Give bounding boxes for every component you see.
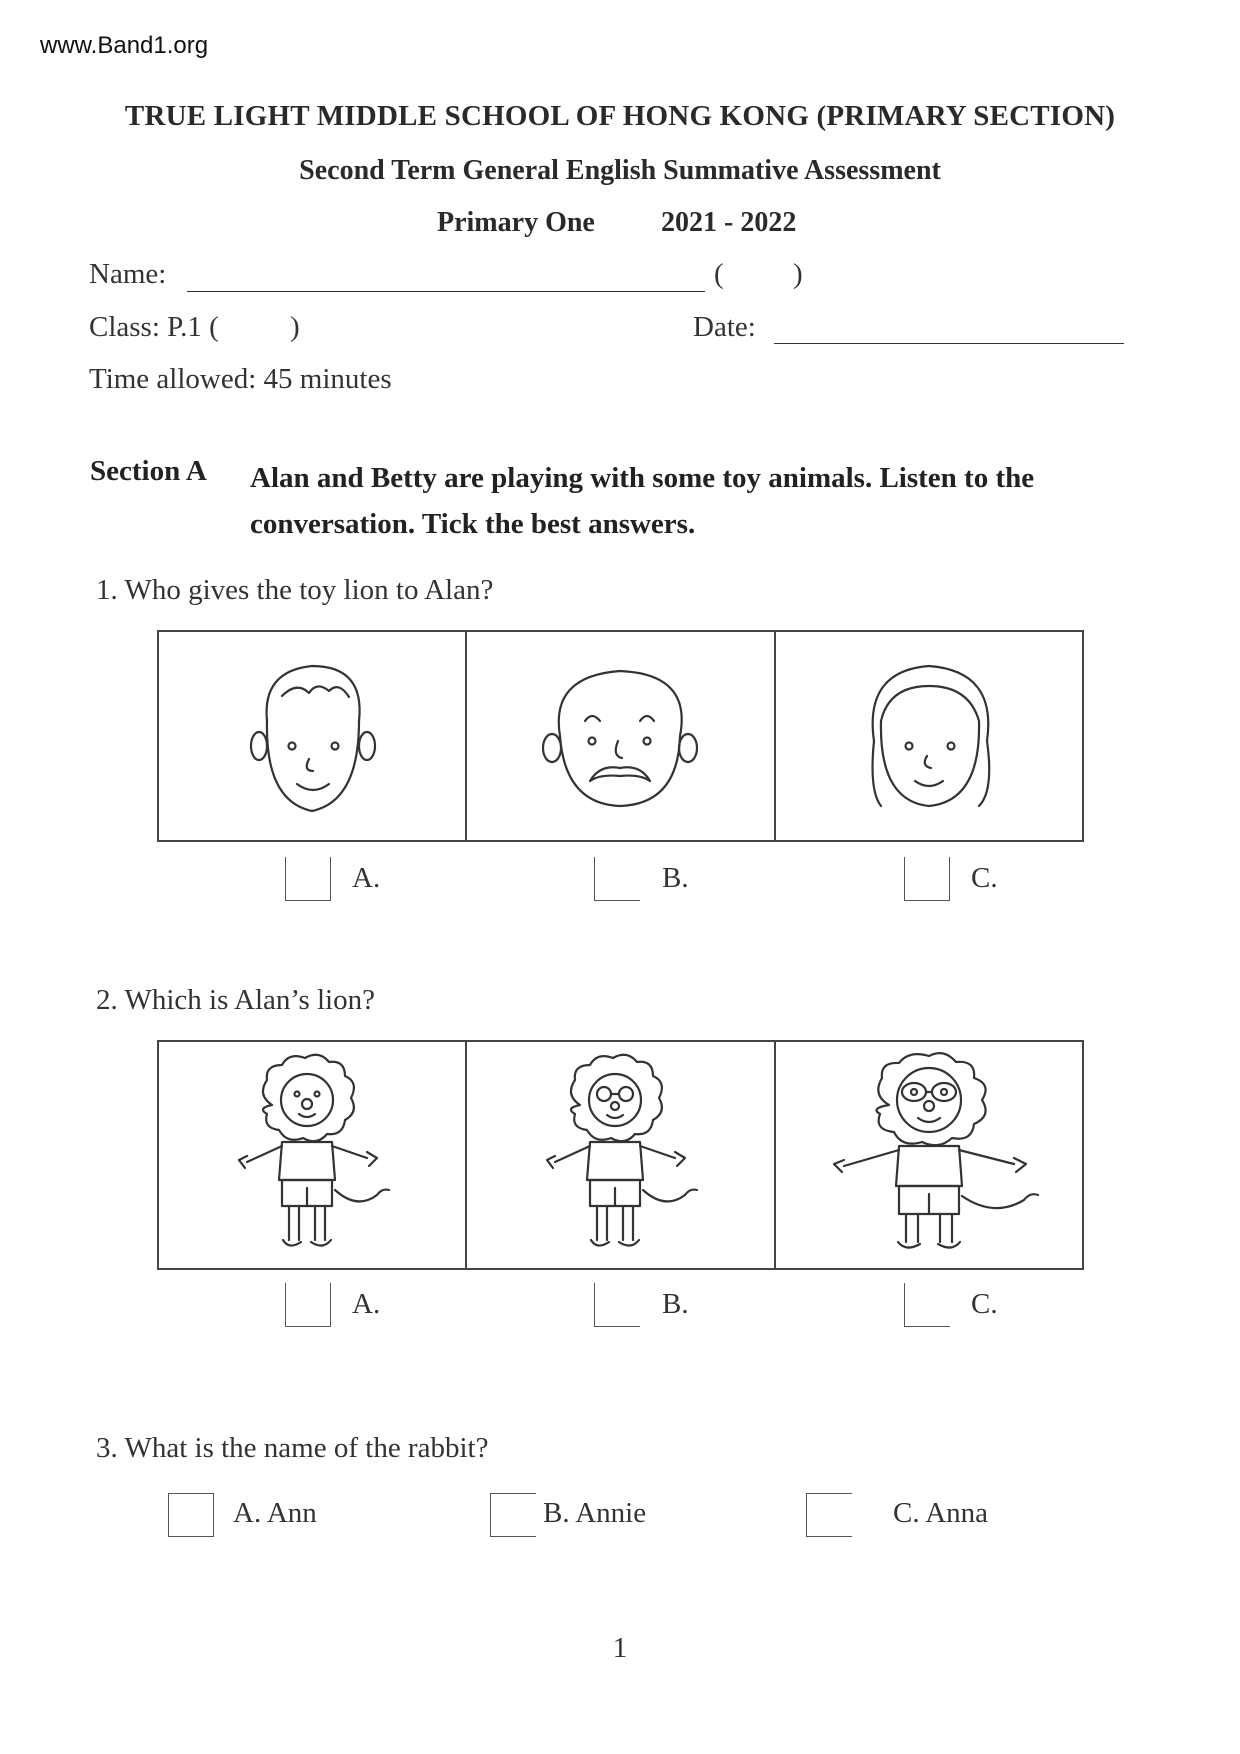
q2-option-a-label: A. bbox=[352, 1288, 381, 1320]
lion-glasses-small-icon bbox=[535, 1050, 705, 1260]
picture-lion-c[interactable] bbox=[776, 1042, 1082, 1268]
q3-option-c-checkbox[interactable] bbox=[806, 1493, 852, 1537]
question-2-text: 2. Which is Alan’s lion? bbox=[96, 984, 375, 1016]
name-label: Name: bbox=[89, 258, 167, 290]
q3-option-c-label: C. Anna bbox=[893, 1497, 989, 1529]
grandpa-face-icon bbox=[530, 656, 710, 816]
page-number: 1 bbox=[612, 1632, 628, 1664]
q2-option-a-checkbox[interactable] bbox=[285, 1283, 331, 1327]
girl-face-icon bbox=[849, 651, 1009, 821]
question-2-pictures bbox=[157, 1040, 1084, 1270]
q3-option-b-label: B. Annie bbox=[543, 1497, 647, 1529]
assessment-title: Second Term General English Summative Assessment bbox=[299, 155, 941, 186]
q1-option-b-checkbox[interactable] bbox=[594, 857, 640, 901]
question-1-pictures bbox=[157, 630, 1084, 842]
q2-option-b-label: B. bbox=[662, 1288, 689, 1320]
picture-girl-face[interactable] bbox=[776, 632, 1082, 840]
picture-lion-b[interactable] bbox=[467, 1042, 775, 1268]
q2-option-b-checkbox[interactable] bbox=[594, 1283, 640, 1327]
question-1-text: 1. Who gives the toy lion to Alan? bbox=[96, 574, 494, 606]
q3-option-a-checkbox[interactable] bbox=[168, 1493, 214, 1537]
picture-lion-a[interactable] bbox=[159, 1042, 467, 1268]
q1-option-a-label: A. bbox=[352, 862, 381, 894]
date-label: Date: bbox=[693, 311, 756, 343]
q3-option-b-checkbox[interactable] bbox=[490, 1493, 536, 1537]
school-year: 2021 - 2022 bbox=[661, 207, 797, 238]
q1-option-c-label: C. bbox=[971, 862, 998, 894]
section-a-instruction: Alan and Betty are playing with some toy animals. Listen to the conversation. Tick the best answers. bbox=[250, 462, 1035, 540]
boy-face-icon bbox=[237, 651, 387, 821]
lion-plain-eyes-icon bbox=[227, 1050, 397, 1260]
class-close: ) bbox=[290, 311, 300, 343]
time-allowed: Time allowed: 45 minutes bbox=[89, 363, 392, 395]
class-label: Class: P.1 ( bbox=[89, 311, 219, 343]
section-a-label: Section A bbox=[90, 455, 207, 487]
q2-option-c-label: C. bbox=[971, 1288, 998, 1320]
q2-option-c-checkbox[interactable] bbox=[904, 1283, 950, 1327]
question-3-text: 3. What is the name of the rabbit? bbox=[96, 1432, 489, 1464]
date-field[interactable] bbox=[774, 343, 1124, 344]
level-label: Primary One bbox=[437, 207, 595, 238]
q1-option-c-checkbox[interactable] bbox=[904, 857, 950, 901]
q3-option-a-label: A. Ann bbox=[233, 1497, 317, 1529]
watermark-url[interactable]: www.Band1.org bbox=[40, 32, 209, 59]
class-number-open: ( bbox=[714, 258, 724, 290]
q1-option-b-label: B. bbox=[662, 862, 689, 894]
school-name: TRUE LIGHT MIDDLE SCHOOL OF HONG KONG (PRIMARY SECTION) bbox=[124, 100, 1116, 132]
q1-option-a-checkbox[interactable] bbox=[285, 857, 331, 901]
name-field[interactable] bbox=[187, 291, 705, 292]
lion-glasses-large-icon bbox=[814, 1050, 1044, 1260]
picture-boy-face[interactable] bbox=[159, 632, 467, 840]
picture-grandpa-face[interactable] bbox=[467, 632, 775, 840]
class-number-close: ) bbox=[793, 258, 803, 290]
